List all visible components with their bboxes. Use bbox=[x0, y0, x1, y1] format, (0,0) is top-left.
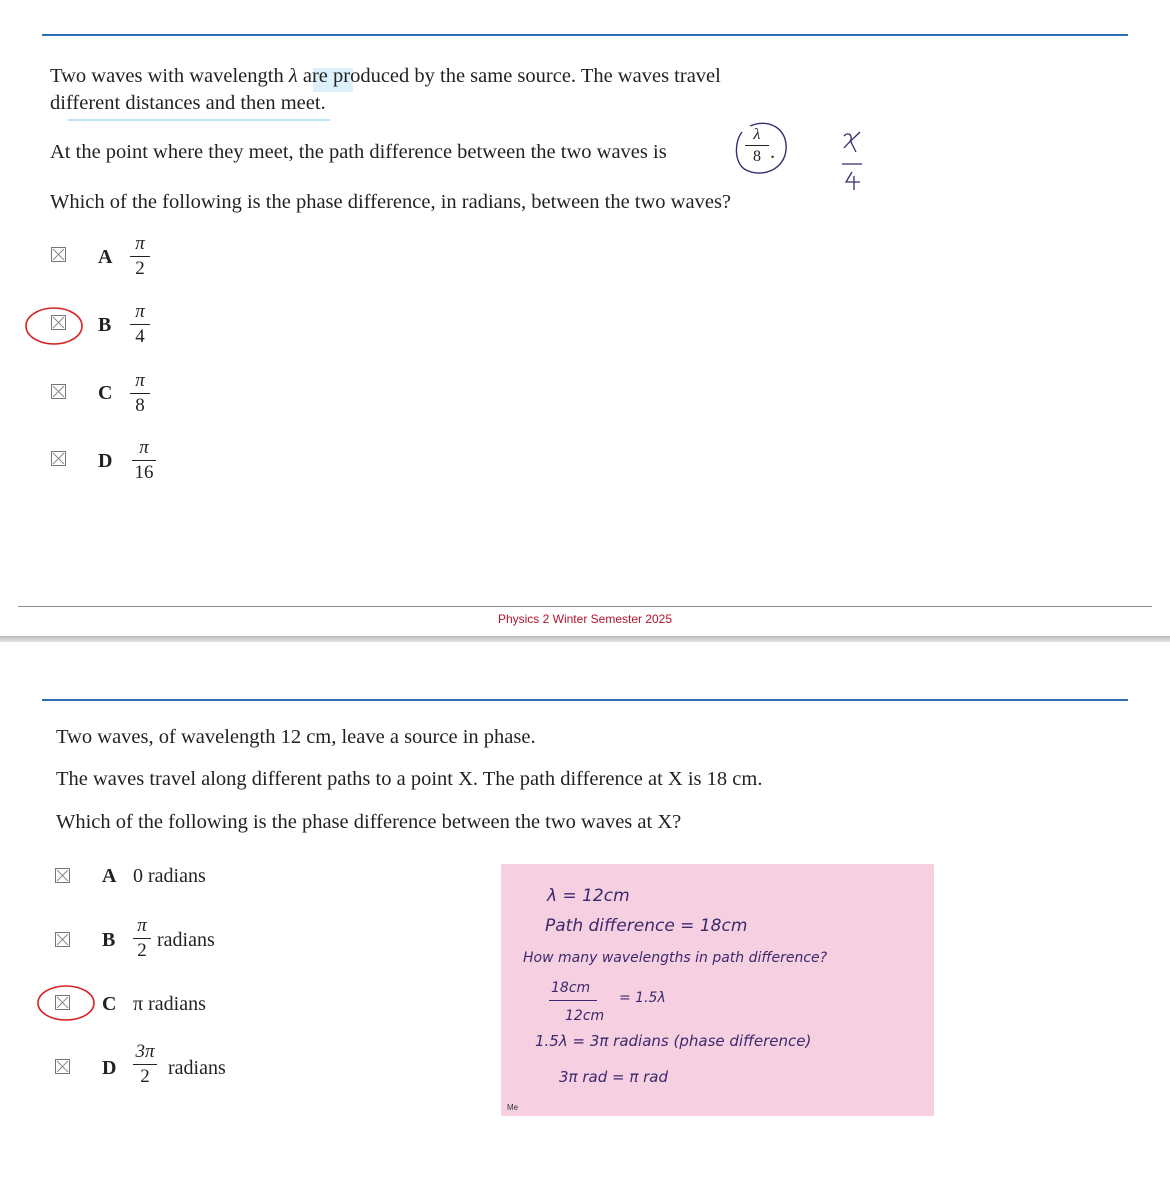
q1-option-a-letter: A bbox=[98, 246, 113, 268]
note-fraction-bar bbox=[549, 1000, 597, 1001]
top-rule-2 bbox=[42, 699, 1128, 701]
q1-option-a-checkbox[interactable] bbox=[51, 247, 66, 262]
q2-option-b-checkbox[interactable] bbox=[55, 932, 70, 947]
q2-line1: Two waves, of wavelength 12 cm, leave a source in phase. bbox=[56, 726, 536, 748]
q1-path-text: At the point where they meet, the path difference between the two waves is bbox=[50, 141, 667, 163]
q2-option-c-text: π radians bbox=[133, 993, 206, 1015]
q1-option-c-num: π bbox=[135, 370, 145, 391]
q1-option-d-checkbox[interactable] bbox=[51, 451, 66, 466]
q2-option-d-letter: D bbox=[102, 1057, 117, 1079]
q2-option-a-text: 0 radians bbox=[133, 865, 206, 887]
ink-circle-annotation bbox=[730, 118, 792, 180]
page-footer: Physics 2 Winter Semester 2025 bbox=[497, 612, 673, 626]
q1-option-a-den: 2 bbox=[135, 258, 145, 279]
q1-line1: Two waves with wavelength bbox=[50, 65, 284, 87]
q1-option-b-fraction bbox=[130, 302, 150, 347]
red-circle-option-c bbox=[36, 982, 100, 1026]
q1-intro bbox=[50, 63, 721, 117]
q2-option-d-den: 2 bbox=[140, 1066, 150, 1087]
q1-line2: different distances and then meet. bbox=[50, 92, 326, 114]
q1-option-c-den: 8 bbox=[135, 395, 145, 416]
q2-option-b-den: 2 bbox=[137, 940, 147, 961]
note-line-4: 18cm bbox=[551, 980, 591, 996]
q2-option-b-text: radians bbox=[157, 929, 215, 951]
page-2 bbox=[0, 642, 1170, 1201]
note-line-2: Path difference = 18cm bbox=[545, 916, 748, 936]
note-line-1: λ = 12cm bbox=[547, 886, 630, 906]
note-line-3: How many wavelengths in path difference? bbox=[523, 950, 828, 966]
q2-option-d-num: 3π bbox=[135, 1041, 155, 1062]
q2-option-b-fraction bbox=[133, 916, 151, 961]
q2-option-b-num: π bbox=[137, 915, 147, 936]
q1-option-c-checkbox[interactable] bbox=[51, 384, 66, 399]
note-line-6: 12cm bbox=[565, 1008, 605, 1024]
q1-option-c-letter: C bbox=[98, 382, 113, 404]
q2-option-d-fraction bbox=[133, 1042, 157, 1087]
sticky-note[interactable] bbox=[501, 864, 934, 1116]
q2-option-c-letter: C bbox=[102, 993, 117, 1015]
footer-rule bbox=[18, 606, 1152, 607]
q2-option-d-checkbox[interactable] bbox=[55, 1059, 70, 1074]
q2-line2: The waves travel along different paths to a point X. The path difference at X is 18 cm. bbox=[56, 768, 763, 790]
q1-option-d-letter: D bbox=[98, 450, 113, 472]
q1-question: Which of the following is the phase difference, in radians, between the two waves? bbox=[50, 191, 732, 213]
q1-option-d-den: 16 bbox=[134, 462, 154, 483]
q1-option-d-num: π bbox=[139, 437, 149, 458]
q2-option-a-letter: A bbox=[102, 865, 117, 887]
note-line-5: = 1.5λ bbox=[619, 990, 666, 1006]
top-rule bbox=[42, 34, 1128, 36]
red-circle-option-b bbox=[24, 304, 88, 350]
q1-path-den: 8 bbox=[753, 148, 761, 165]
q1-option-b-letter: B bbox=[98, 314, 112, 336]
q1-option-b-den: 4 bbox=[135, 326, 145, 347]
q1-option-a-num: π bbox=[135, 233, 145, 254]
q1-path-period: . bbox=[770, 141, 776, 163]
q1-path-num: λ bbox=[753, 126, 761, 143]
q2-option-d-text: radians bbox=[168, 1057, 226, 1079]
q2-question: Which of the following is the phase difference between the two waves at X? bbox=[56, 811, 682, 833]
q1-line1-rest: are produced by the same source. The waves travel bbox=[302, 65, 721, 87]
q2-option-b-letter: B bbox=[102, 929, 116, 951]
q2-option-a-checkbox[interactable] bbox=[55, 868, 70, 883]
q1-lambda: λ bbox=[288, 65, 298, 87]
q1-option-b-num: π bbox=[135, 301, 145, 322]
note-author: Me bbox=[507, 1103, 519, 1112]
text-underline-highlight bbox=[68, 119, 330, 121]
margin-note-lambda-over-4 bbox=[838, 128, 868, 198]
q1-option-c-fraction bbox=[130, 371, 150, 416]
q1-option-a-fraction bbox=[130, 234, 150, 279]
note-line-8: 3π rad = π rad bbox=[559, 1068, 669, 1086]
q1-option-d-fraction bbox=[132, 438, 156, 483]
note-line-7: 1.5λ = 3π radians (phase difference) bbox=[535, 1032, 812, 1050]
